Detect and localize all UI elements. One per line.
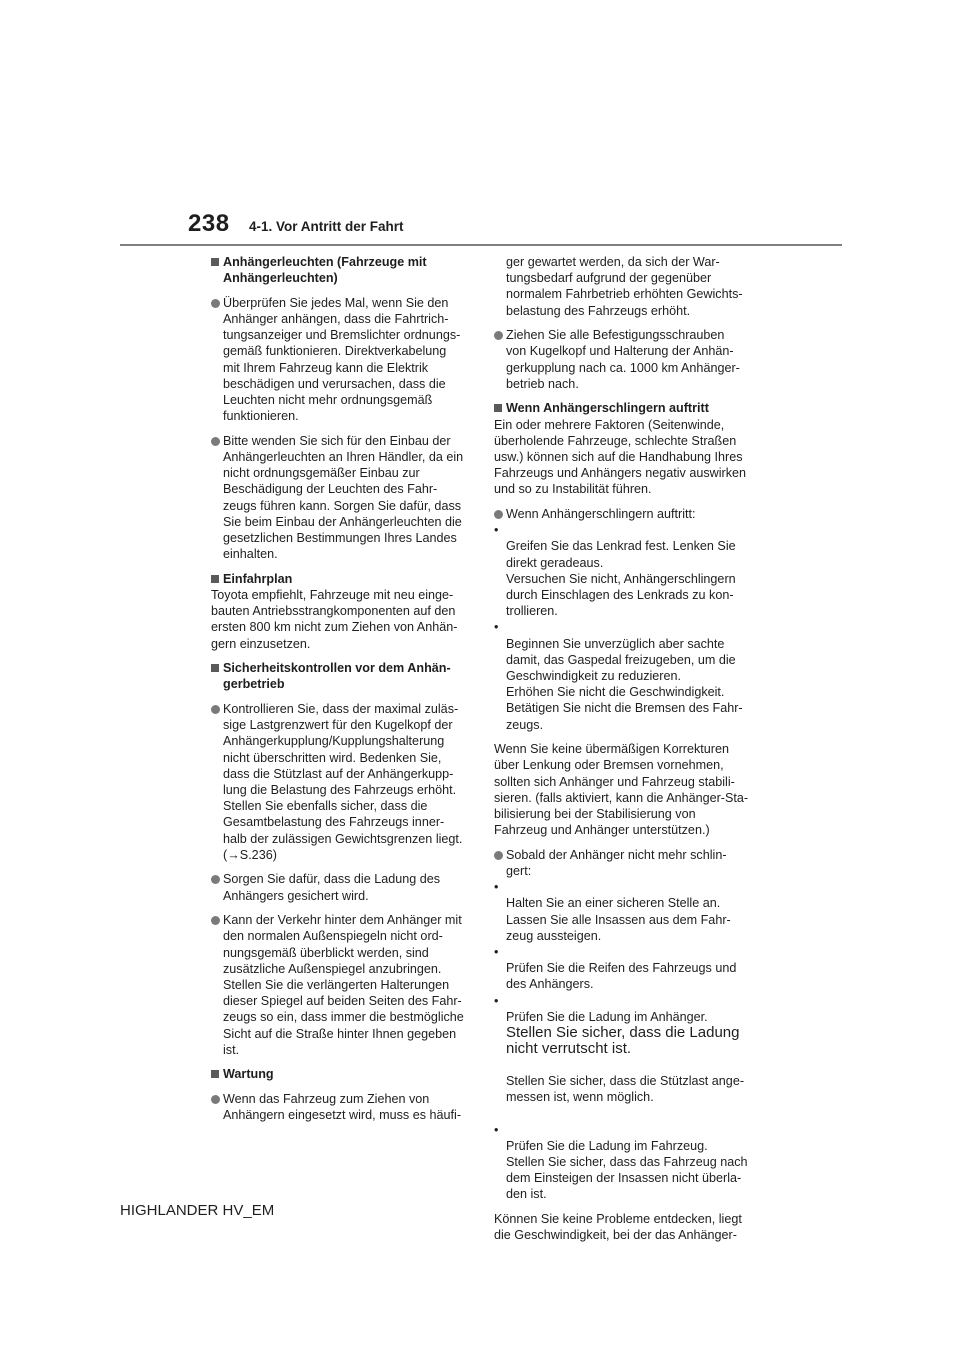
header-rule (120, 244, 842, 246)
bullet-item (211, 912, 467, 1058)
circle-bullet-icon (211, 299, 220, 308)
bullet-item (211, 1091, 467, 1123)
heading-text: Einfahrplan (223, 571, 293, 586)
sub-list-item (494, 944, 750, 993)
bullet-dot: • (494, 945, 499, 960)
circle-bullet-icon (211, 916, 220, 925)
sub-list-item (494, 993, 750, 1122)
section-title: 4-1. Vor Antritt der Fahrt (249, 219, 404, 234)
heading-trailer-lights (211, 254, 467, 286)
page-number: 238 (188, 210, 230, 237)
paragraph: Wenn Sie keine übermäßigen Korrekturen über Lenkung oder Bremsen vornehmen, sollten sich Anhänger und Fahrzeug stabili- sieren. (falls aktiviert, kann die Anhänger-Sta- bilisierung bei der Stabilisierung von Fahrzeug und Anhänger unterstützen.) (494, 742, 749, 838)
bullet-text: ger gewartet werden, da sich der War- tungsbedarf aufgrund der gegenüber normalem Fahrbetrieb erhöhten Gewichts- belastung des Fahrzeugs erhöht. (506, 255, 743, 318)
heading-text: Sicherheitskontrollen vor dem Anhän- gerbetrieb (223, 661, 451, 692)
bullet-item (211, 701, 467, 863)
heading-maintenance (211, 1066, 467, 1082)
bullet-text: Überprüfen Sie jedes Mal, wenn Sie den Anhänger anhängen, dass die Fahrtrich- tungsanzeiger und Bremslichter ordnungs- gemäß funktionieren. Direktverkabelung mit Ihrem Fahrzeug kann die Elektrik beschädigen und verursachen, dass die Leuchten nicht mehr ordnungsgemäß funktionieren. (223, 295, 461, 424)
heading-text: Anhängerleuchten (Fahrzeuge mit Anhängerleuchten) (223, 255, 427, 286)
paragraph: Können Sie keine Probleme entdecken, liegt die Geschwindigkeit, bei der das Anhänger- (494, 1211, 742, 1243)
sub-item-emphasis-text: Stellen Sie sicher, dass die Ladung nicht verrutscht ist. (506, 1024, 740, 1057)
heading-text: Wenn Anhängerschlingern auftritt (506, 401, 709, 416)
bullet-continuation (494, 254, 750, 319)
bullet-item (494, 847, 750, 879)
bullet-item (211, 871, 467, 903)
heading-trailer-sway (494, 400, 750, 416)
sub-list-item (494, 1122, 750, 1203)
bullet-item (211, 433, 467, 563)
bullet-dot: • (494, 880, 499, 895)
sub-list-item (494, 619, 750, 732)
bullet-text: Wenn das Fahrzeug zum Ziehen von Anhängern eingesetzt wird, muss es häufi- (223, 1092, 462, 1123)
bullet-text: Bitte wenden Sie sich für den Einbau der Anhängerleuchten an Ihren Händler, da ein nicht ordnungsgemäßer Einbau zur Beschädigung der Leuchten des Fahr- zeugs führen kann. Sorgen Sie dafür, dass Sie beim Einbau der Anhängerleuchten die gesetzlichen Bestimmungen Ihres Landes einhalten. (223, 433, 464, 562)
sub-item-text: Prüfen Sie die Reifen des Fahrzeugs und des Anhängers. (506, 961, 737, 992)
square-bullet-icon (211, 575, 219, 583)
sub-item-text-continued: Stellen Sie sicher, dass die Stützlast ange- messen ist, wenn möglich. (506, 1073, 745, 1105)
sub-item-text: Prüfen Sie die Ladung im Anhänger. (506, 1009, 708, 1024)
circle-bullet-icon (211, 875, 220, 884)
bullet-item (494, 327, 750, 392)
right-column (494, 254, 750, 1243)
bullet-text: Kontrollieren Sie, dass der maximal zuläs- sige Lastgrenzwert für den Kugelkopf der Anhängerkupplung/Kupplungshalterung nicht überschritten wird. Bedenken Sie, dass die Stützlast auf der Anhängerkupp- lung die Belastung des Fahrzeugs erhöht. Stellen Sie ebenfalls sicher, dass die Gesamtbelastung des Fahrzeugs inner- halb der zulässigen Gewichtsgrenzen liegt. (→S.236) (223, 702, 463, 862)
circle-bullet-icon (211, 1095, 220, 1104)
bullet-item (494, 506, 750, 522)
sub-item-text: Prüfen Sie die Ladung im Fahrzeug. Stellen Sie sicher, dass das Fahrzeug nach dem Einsteigen der Insassen nicht überla- den ist. (506, 1138, 748, 1202)
circle-bullet-icon (211, 437, 220, 446)
bullet-text: Ziehen Sie alle Befestigungsschrauben von Kugelkopf und Halterung der Anhän- gerkupplung nach ca. 1000 km Anhänger- betrieb nach. (506, 328, 740, 391)
heading-text: Wartung (223, 1067, 274, 1082)
circle-bullet-icon (494, 331, 503, 340)
bullet-text: Kann der Verkehr hinter dem Anhänger mit den normalen Außenspiegeln nicht ord- nungsgemäß überblickt werden, sind zusätzliche Außenspiegel anzubringen. Stellen Sie die verlängerten Halterungen dieser Spiegel auf beiden Seiten des Fahr- zeugs so ein, dass immer die bestmögliche Sicht auf die Straße hinter Ihnen gegeben ist. (223, 913, 464, 1057)
square-bullet-icon (494, 404, 502, 412)
paragraph: Ein oder mehrere Faktoren (Seitenwinde, überholende Fahrzeuge, schlechte Straßen usw.) können sich auf die Handhabung Ihres Fahrzeugs und Anhängers negativ auswirken und so zu Instabilität führen. (494, 417, 747, 497)
sub-list-item (494, 522, 750, 619)
left-column (211, 254, 467, 1123)
square-bullet-icon (211, 664, 219, 672)
bullet-dot: • (494, 1122, 499, 1137)
bullet-dot: • (494, 993, 499, 1008)
bullet-dot: • (494, 523, 499, 538)
bullet-text: Sorgen Sie dafür, dass die Ladung des Anhängers gesichert wird. (223, 872, 441, 903)
heading-safety-checks (211, 660, 467, 692)
bullet-dot: • (494, 620, 499, 635)
sub-item-text: Halten Sie an einer sicheren Stelle an. Lassen Sie alle Insassen aus dem Fahr- zeug aussteigen. (506, 896, 731, 943)
bullet-text: Sobald der Anhänger nicht mehr schlin- gert: (506, 847, 727, 879)
circle-bullet-icon (494, 851, 503, 860)
circle-bullet-icon (494, 510, 503, 519)
square-bullet-icon (211, 1070, 219, 1078)
bullet-item (211, 295, 467, 425)
square-bullet-icon (211, 258, 219, 266)
heading-break-in (211, 571, 467, 587)
sub-list-item (494, 879, 750, 944)
footer-model: HIGHLANDER HV_EM (120, 1202, 275, 1219)
bullet-text: Wenn Anhängerschlingern auftritt: (506, 507, 696, 522)
paragraph: Toyota empfiehlt, Fahrzeuge mit neu einge- bauten Antriebsstrangkomponenten auf den ersten 800 km nicht zum Ziehen von Anhän- gern einzusetzen. (211, 588, 458, 651)
circle-bullet-icon (211, 705, 220, 714)
sub-item-text: Beginnen Sie unverzüglich aber sachte damit, das Gaspedal freizugeben, um die Geschwindigkeit zu reduzieren. Erhöhen Sie nicht die Geschwindigkeit. Betätigen Sie nicht die Bremsen des Fahr- zeugs. (506, 636, 743, 732)
sub-item-text: Greifen Sie das Lenkrad fest. Lenken Sie direkt geradeaus. Versuchen Sie nicht, Anhängerschlingern durch Einschlagen des Lenkrads zu kon- trollieren. (506, 539, 736, 619)
